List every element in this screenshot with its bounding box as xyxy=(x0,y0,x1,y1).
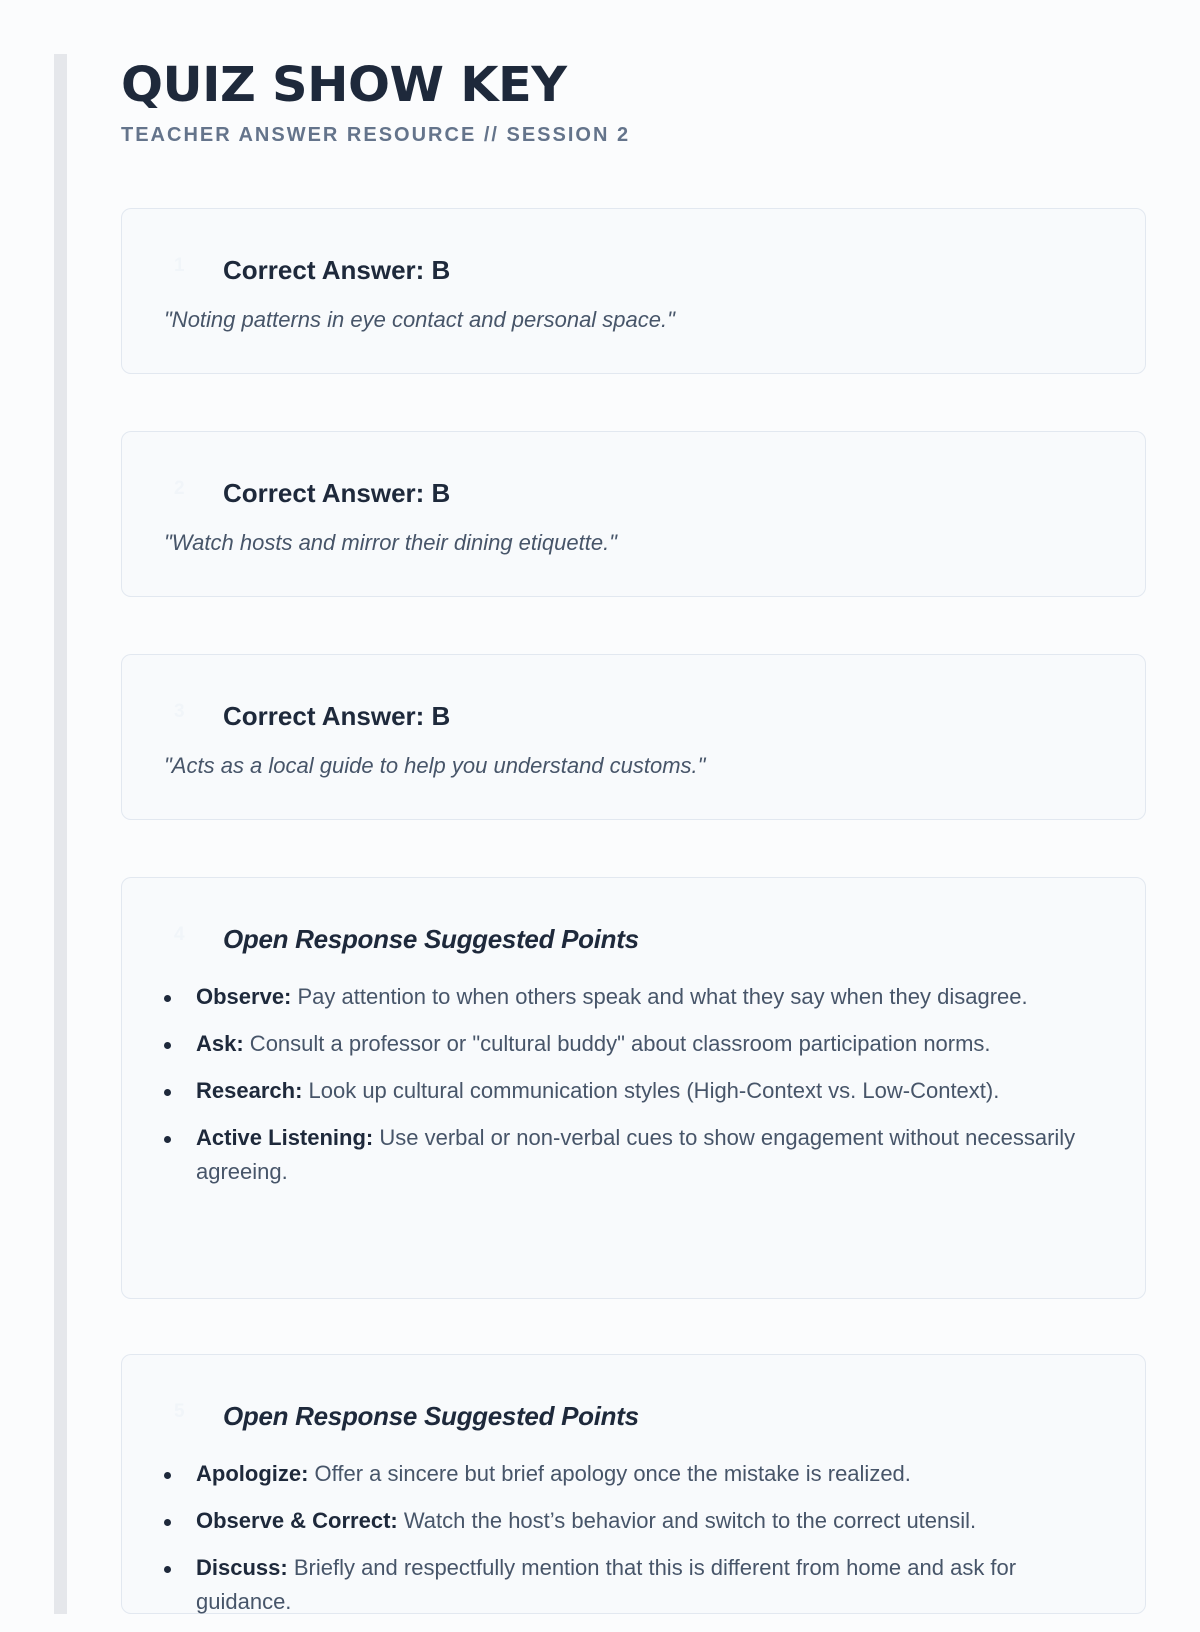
open-response-heading: Open Response Suggested Points xyxy=(223,1401,639,1431)
suggested-points-list xyxy=(162,980,1112,1202)
list-item xyxy=(162,980,1112,1014)
list-item xyxy=(162,1504,1112,1538)
list-item xyxy=(162,1121,1112,1189)
answer-quote: "Acts as a local guide to help you understand customs." xyxy=(164,753,706,778)
question-number: 4 xyxy=(174,924,185,945)
list-item xyxy=(162,1457,1112,1491)
answer-card-2 xyxy=(121,431,1146,597)
question-number: 1 xyxy=(174,255,185,276)
page-subtitle: TEACHER ANSWER RESOURCE // SESSION 2 xyxy=(121,124,631,146)
answer-card-3 xyxy=(121,654,1146,820)
open-response-card-5 xyxy=(121,1354,1146,1614)
answer-quote: "Watch hosts and mirror their dining etiquette." xyxy=(164,530,617,555)
point-term: Research: xyxy=(196,1078,303,1103)
left-rail xyxy=(54,54,67,1614)
point-text: Offer a sincere but brief apology once the mistake is realized. xyxy=(308,1461,911,1486)
list-item xyxy=(162,1027,1112,1061)
point-term: Observe & Correct: xyxy=(196,1508,398,1533)
content-column xyxy=(121,56,1146,1614)
point-text: Watch the host’s behavior and switch to the correct utensil. xyxy=(397,1508,977,1533)
list-item xyxy=(162,1551,1112,1619)
correct-answer-heading: Correct Answer: B xyxy=(223,478,451,508)
list-item xyxy=(162,1074,1112,1108)
point-term: Discuss: xyxy=(196,1555,288,1580)
suggested-points-list xyxy=(162,1457,1112,1632)
question-number: 2 xyxy=(174,478,185,499)
point-term: Observe: xyxy=(196,984,292,1009)
question-number: 5 xyxy=(174,1401,185,1422)
open-response-card-4 xyxy=(121,877,1146,1299)
page-title: QUIZ SHOW KEY xyxy=(121,57,567,113)
correct-answer-heading: Correct Answer: B xyxy=(223,255,451,285)
point-term: Ask: xyxy=(196,1031,244,1056)
question-number: 3 xyxy=(174,701,185,722)
answer-card-1 xyxy=(121,208,1146,374)
point-text: Consult a professor or "cultural buddy" about classroom participation norms. xyxy=(243,1031,991,1056)
point-text: Pay attention to when others speak and what they say when they disagree. xyxy=(291,984,1028,1009)
point-term: Active Listening: xyxy=(196,1125,374,1150)
point-text: Use verbal or non-verbal cues to show engagement without necessarily agreeing. xyxy=(196,1125,1076,1184)
point-term: Apologize: xyxy=(196,1461,309,1486)
answer-quote: "Noting patterns in eye contact and personal space." xyxy=(164,307,675,332)
point-text: Briefly and respectfully mention that this is different from home and ask for guidance. xyxy=(196,1555,1017,1614)
point-text: Look up cultural communication styles (High-Context vs. Low-Context). xyxy=(302,1078,1000,1103)
correct-answer-heading: Correct Answer: B xyxy=(223,701,451,731)
open-response-heading: Open Response Suggested Points xyxy=(223,924,639,954)
